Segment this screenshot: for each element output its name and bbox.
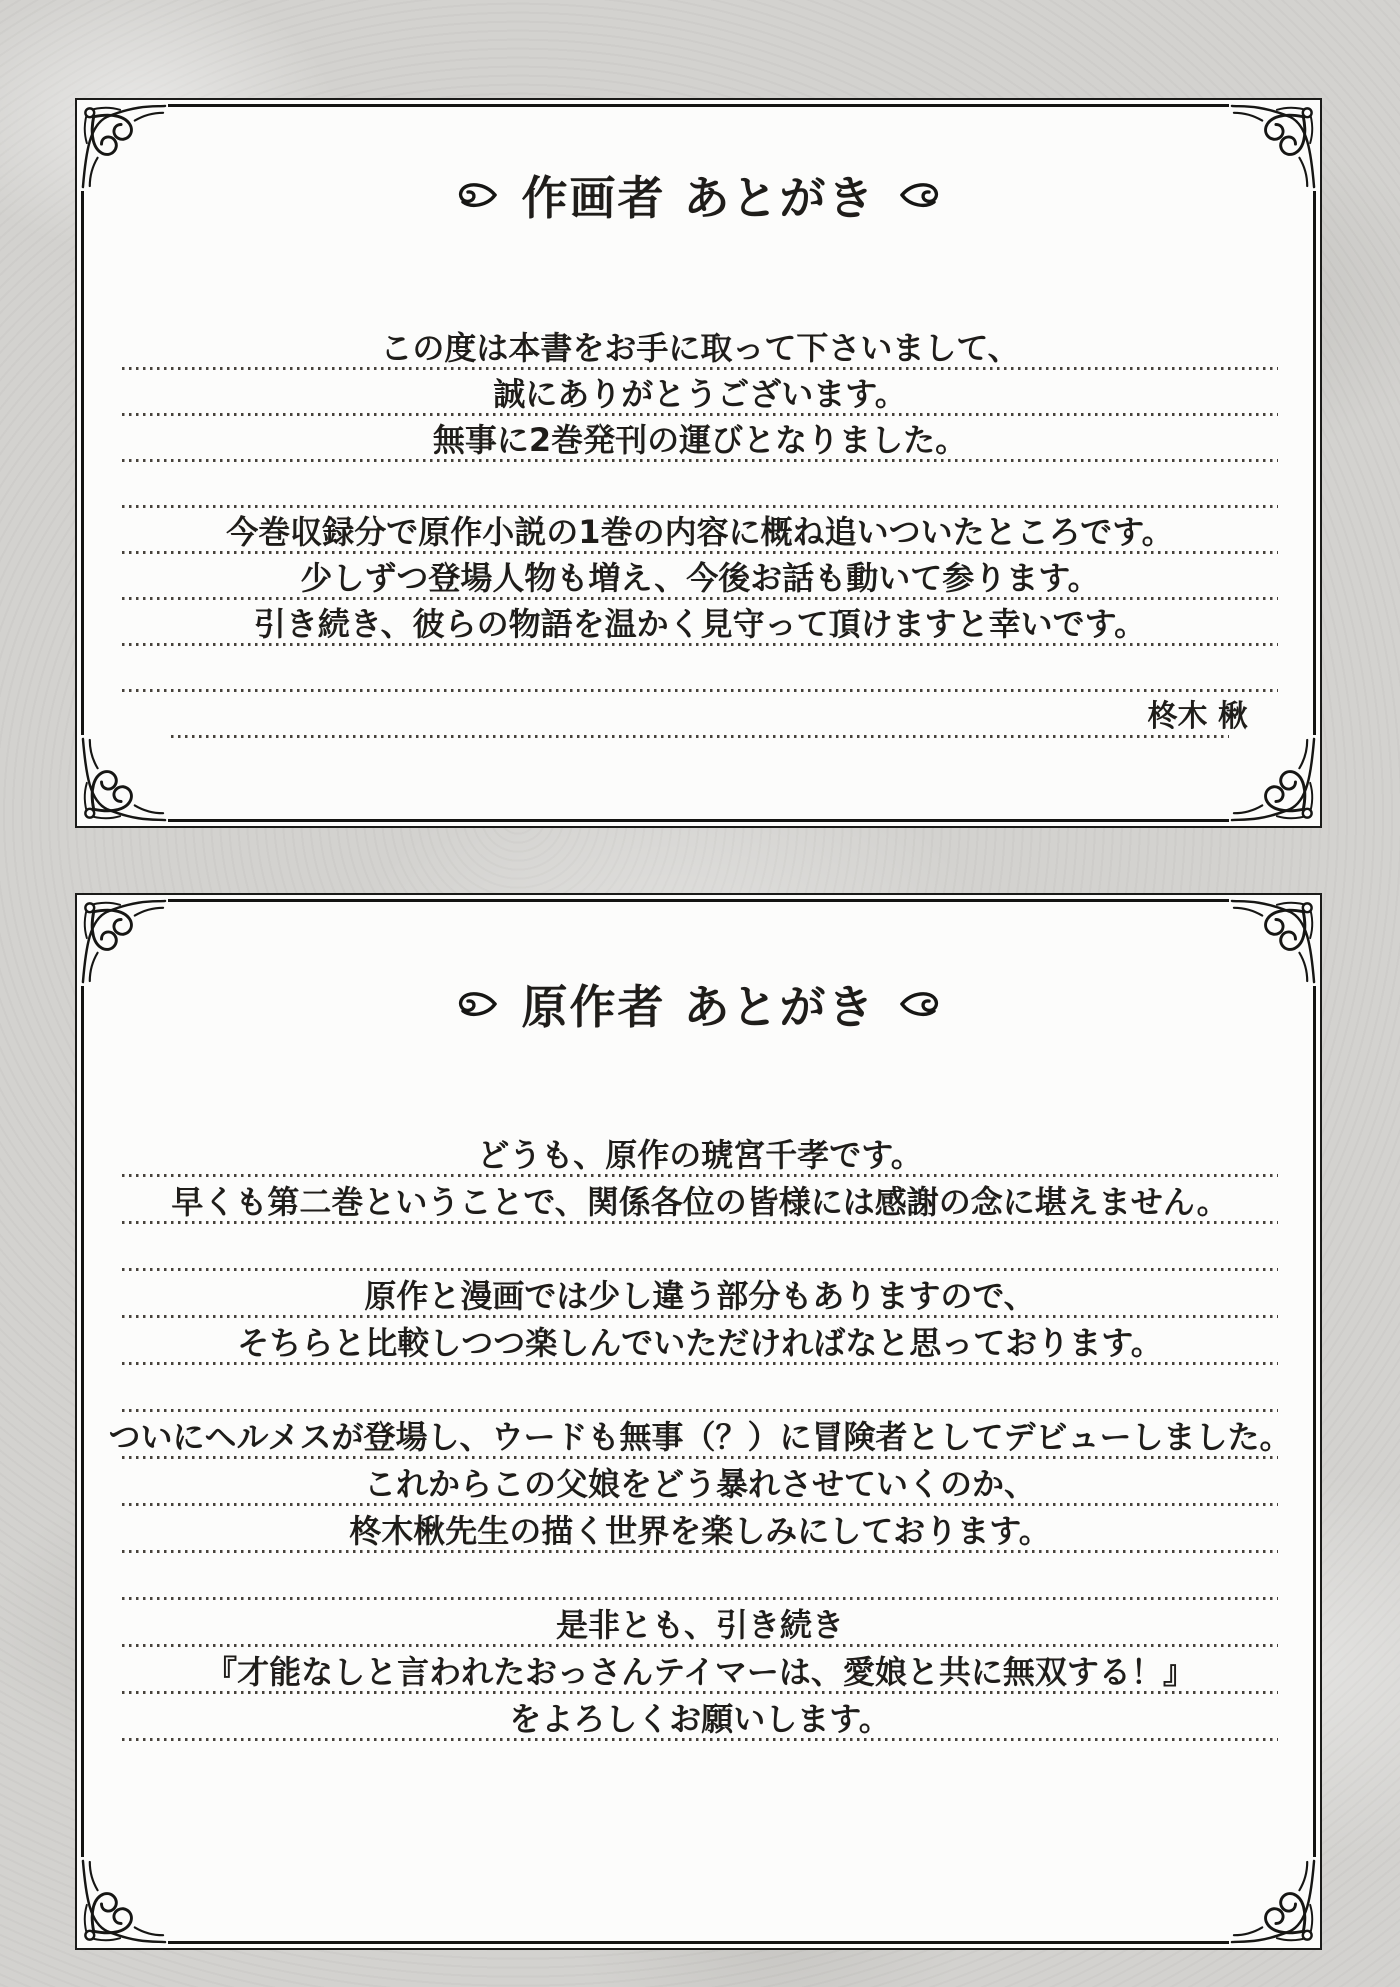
afterword-line [122, 600, 1278, 646]
line-text: この度は本書をお手に取って下さいまして、 [380, 329, 1020, 367]
line-text: 是非とも、引き続き [555, 1606, 844, 1644]
original-author-afterword-body [108, 1130, 1292, 1741]
title-flourish-svg [898, 989, 942, 1019]
afterword-line [122, 1318, 1278, 1365]
corner-flourish-icon [80, 103, 168, 191]
line-text: 柊木楸先生の描く世界を楽しみにしております。 [349, 1512, 1051, 1550]
corner-flourish-svg [1229, 898, 1317, 986]
line-text: 今巻収録分で原作小説の1巻の内容に概ね追いついたところです。 [226, 513, 1174, 551]
title-flourish-right-icon [898, 180, 942, 210]
afterword-line [122, 370, 1278, 416]
corner-flourish-icon [1229, 735, 1317, 823]
line-text: そちらと比較しつつ楽しんでいただければなと思っております。 [237, 1324, 1163, 1362]
signature-line [122, 692, 1278, 738]
afterword-line [108, 1412, 1292, 1459]
line-text: ついにヘルメスが登場し、ウードも無事（？）に冒険者としてデビューしました。 [108, 1418, 1292, 1456]
corner-flourish-svg [1229, 103, 1317, 191]
afterword-line [122, 554, 1278, 600]
afterword-line [122, 1271, 1278, 1318]
afterword-line [122, 1600, 1278, 1647]
corner-flourish-svg [80, 1857, 168, 1945]
line-text: どうも、原作の琥宮千孝です。 [477, 1136, 923, 1174]
afterword-line-blank [122, 1553, 1278, 1600]
title-flourish-left-icon [455, 989, 499, 1019]
afterword-line-blank [122, 1365, 1278, 1412]
artist-afterword-body [122, 324, 1278, 738]
title-text: 作画者 あとがき [521, 171, 876, 225]
corner-flourish-icon [1229, 898, 1317, 986]
line-text: 引き続き、彼らの物語を温かく見守って頂けますと幸いです。 [253, 605, 1147, 643]
line-text: をよろしくお願いします。 [509, 1700, 891, 1738]
line-text: 無事に2巻発刊の運びとなりました。 [432, 421, 968, 459]
afterword-line [122, 1647, 1278, 1694]
title-flourish-svg [455, 989, 499, 1019]
afterword-line [122, 1177, 1278, 1224]
original-author-afterword-title [77, 971, 1320, 1037]
title-flourish-svg [898, 180, 942, 210]
afterword-line [122, 1459, 1278, 1506]
corner-flourish-icon [80, 735, 168, 823]
line-text: 『才能なしと言われたおっさんテイマーは、愛娘と共に無双する！』 [205, 1653, 1195, 1691]
line-text: 早くも第二巻ということで、関係各位の皆様には感謝の念に堪えません。 [171, 1183, 1229, 1221]
corner-flourish-svg [80, 898, 168, 986]
artist-afterword-title [77, 162, 1320, 228]
afterword-line [122, 1694, 1278, 1741]
afterword-line [122, 508, 1278, 554]
afterword-line [122, 416, 1278, 462]
corner-flourish-svg [1229, 1857, 1317, 1945]
title-flourish-right-icon [898, 989, 942, 1019]
artist-afterword-card [75, 98, 1322, 828]
afterword-line [122, 1506, 1278, 1553]
afterword-line-blank [122, 462, 1278, 508]
corner-flourish-icon [1229, 103, 1317, 191]
afterword-line [122, 1130, 1278, 1177]
line-text: 誠にありがとうございます。 [493, 375, 907, 413]
corner-flourish-svg [80, 103, 168, 191]
corner-flourish-icon [1229, 1857, 1317, 1945]
corner-flourish-icon [80, 1857, 168, 1945]
corner-flourish-icon [80, 898, 168, 986]
afterword-line-blank [122, 646, 1278, 692]
original-author-afterword-card [75, 893, 1322, 1950]
title-text: 原作者 あとがき [521, 980, 876, 1034]
title-flourish-left-icon [455, 180, 499, 210]
afterword-line-blank [122, 1224, 1278, 1271]
corner-flourish-svg [80, 735, 168, 823]
signature-text: 柊木 楸 [1147, 699, 1248, 734]
line-text: 原作と漫画では少し違う部分もありますので、 [364, 1277, 1036, 1315]
line-text: 少しずつ登場人物も増え、今後お話も動いて参ります。 [300, 559, 1100, 597]
title-flourish-svg [455, 180, 499, 210]
afterword-line [122, 324, 1278, 370]
line-text: これからこの父娘をどう暴れさせていくのか、 [363, 1465, 1036, 1503]
corner-flourish-svg [1229, 735, 1317, 823]
